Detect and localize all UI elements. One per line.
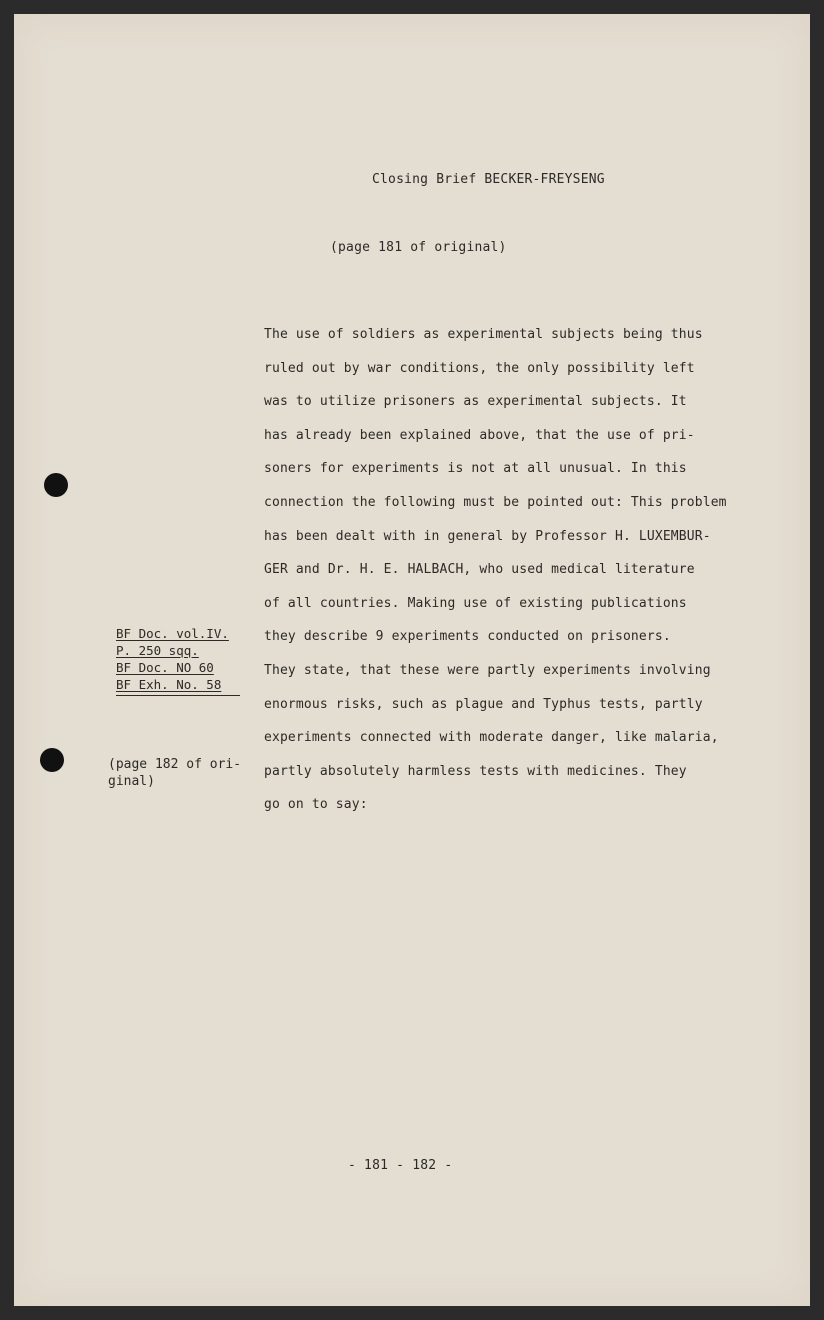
margin-reference: BF Exh. No. 58	[116, 677, 222, 692]
body-line: ruled out by war conditions, the only possibility left	[264, 360, 695, 376]
body-line: GER and Dr. H. E. HALBACH, who used medical literature	[264, 562, 695, 578]
margin-note-line: ginal)	[108, 774, 155, 789]
body-line: go on to say:	[264, 797, 368, 813]
punch-hole-top	[44, 473, 68, 497]
body-line: was to utilize prisoners as experimental subjects. It	[264, 394, 687, 410]
punch-hole-bottom	[40, 748, 64, 772]
margin-note-line: (page 182 of ori-	[108, 757, 242, 772]
body-line: partly absolutely harmless tests with medicines. They	[264, 763, 687, 779]
page-number-footer: - 181 - 182 -	[348, 1158, 453, 1173]
margin-reference: BF Doc. NO 60	[116, 660, 214, 675]
body-line: they describe 9 experiments conducted on prisoners.	[264, 629, 671, 645]
body-line: experiments connected with moderate danger, like malaria,	[264, 730, 719, 746]
margin-references	[116, 625, 240, 696]
body-line: has been dealt with in general by Professor H. LUXEMBUR-	[264, 528, 711, 544]
body-line: of all countries. Making use of existing publications	[264, 595, 687, 611]
margin-page-note	[108, 756, 241, 790]
body-text	[264, 318, 804, 822]
body-line: has already been explained above, that the use of pri-	[264, 427, 695, 443]
margin-reference: BF Doc. vol.IV.	[116, 626, 229, 641]
body-line: enormous risks, such as plague and Typhus tests, partly	[264, 696, 703, 712]
margin-reference: P. 250 sqq.	[116, 643, 199, 658]
body-line: They state, that these were partly experiments involving	[264, 662, 711, 678]
body-line: soners for experiments is not at all unusual. In this	[264, 461, 687, 477]
body-line: The use of soldiers as experimental subjects being thus	[264, 327, 703, 342]
original-page-note: (page 181 of original)	[330, 240, 507, 255]
document-page	[14, 14, 810, 1306]
reference-underline	[116, 695, 240, 696]
body-line: connection the following must be pointed out: This problem	[264, 494, 727, 510]
document-title: Closing Brief BECKER-FREYSENG	[372, 172, 605, 187]
